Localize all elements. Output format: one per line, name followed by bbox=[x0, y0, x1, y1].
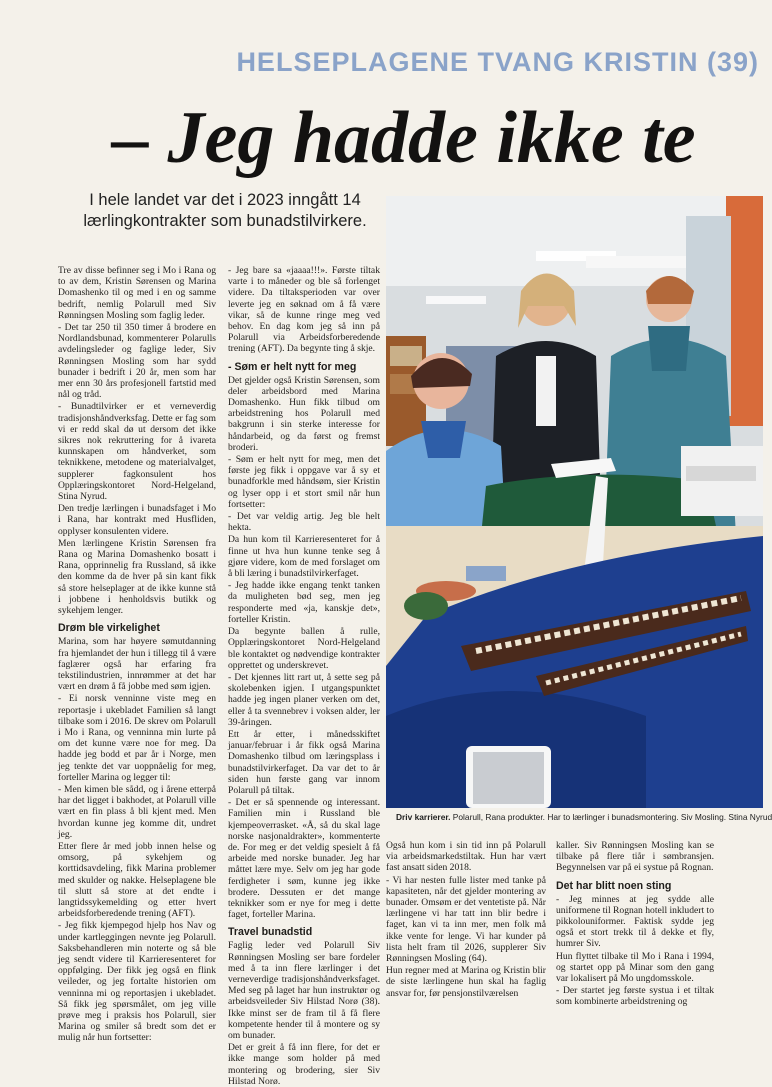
paragraph: - Jeg bare sa «jaaaa!!!». Første tiltak varte i to måneder og ble så forlenget videre. Da tiltaksperioden var over leverte jeg en søknad om å få være vikar, så de kunne ringe meg ved behov. En dag kom jeg så inn på Polarull via Arbeidsforberedende trening (AFT). Da begynte ting å skje. bbox=[228, 265, 380, 355]
article-column-2 bbox=[228, 265, 380, 1087]
paragraph: - Det tar 250 til 350 timer å brodere en Nordlandsbunad, kommenterer Polarulls avdelingsleder og faglige leder, Siv Rønningsen Mosling som har sydd bunader i bedrift i 20 år, men som har mer enn 30 års profesjonell fartstid med nål og tråd. bbox=[58, 322, 216, 401]
paragraph: Faglig leder ved Polarull Siv Rønningsen Mosling ser bare fordeler med å ta inn flere lærlinger i det verneverdige tradisjonshåndverksfaget. Med seg på laget har hun instruktør og arbeidsveileder Siv Hilstad Norø (38). Ikke minst ser de fram til å få flere kompetente hender til å montere og sy om bunader. bbox=[228, 940, 380, 1041]
paragraph: Men lærlingene Kristin Sørensen fra Rana og Marina Domashenko bosatt i Rana, opprinnelig fra Russland, så ikke den komme da de hver på sin kant fikk så store helseplager at de ikke kunne stå i jobbene i henholdsvis butikk og sykehjem lenger. bbox=[58, 537, 216, 617]
subheading: Det har blitt noen sting bbox=[556, 879, 672, 892]
paragraph: - Det kjennes litt rart ut, å sette seg på skolebenken igjen. I utgangspunktet hadde jeg ingen planer verken om det, eller å ta svennebrev i voksen alder, ler 39-åringen. bbox=[228, 671, 380, 728]
paragraph: Tre av disse befinner seg i Mo i Rana og to av dem, Kristin Sørensen og Marina Domashenko til og med i en og samme bedrift, nemlig Polarull med Siv Rønningsen Mosling som faglig leder. bbox=[58, 265, 216, 321]
kicker: HELSEPLAGENE TVANG KRISTIN (39) bbox=[236, 47, 759, 77]
paragraph: - Vi har nesten fulle lister med tanke på kapasiteten, når det gjelder montering av bunader. Omsøm er det ventetiste på. Når lærlingene vi har tatt inn blir bedre i faget, kan vi ta inn mer, men folk må ikke vente for lenge. Vi har kunder på lista helt fram til 2026, supplerer Siv Rønningsen Mosling (64). bbox=[386, 874, 546, 965]
headline: – Jeg hadde ikke te bbox=[112, 97, 696, 179]
paragraph: - Men kimen ble sådd, og i årene etterpå har det ligget i bakhodet, at Polarull ville vært en fin plass å bli kjent med. Men hvordan kunne jeg komme dit, undret jeg. bbox=[58, 783, 216, 840]
paragraph: Det gjelder også Kristin Sørensen, som deler arbeidsbord med Marina Domashenko. Hun fikk tilbud om arbeidstrening hos Polarull med bakgrunn i sin sterke interesse for håndarbeid, og da først og fremst broderi. bbox=[228, 374, 380, 453]
paragraph: - Jeg hadde ikke engang tenkt tanken da muligheten bød seg, men jeg responderte med «ja, kanskje det», forteller Kristin. bbox=[228, 580, 380, 625]
article-photo bbox=[386, 196, 763, 808]
paragraph: Også hun kom i sin tid inn på Polarull via arbeidsmarkedstiltak. Hun har vært fast ansatt siden 2018. bbox=[386, 840, 546, 874]
paragraph: Hun regner med at Marina og Kristin blir de siste lærlingene hun skal ha faglig ansvar for, før pensjonstilværelsen bbox=[386, 965, 546, 999]
caption-text: Polarull, Rana produkter. Har to lærlinger i bunadsmontering. Siv Mosling. Stina Nyrud bbox=[450, 812, 772, 822]
paragraph: - Der startet jeg første systua i et tiltak som kombinerte arbeidstrening og bbox=[556, 985, 714, 1008]
paragraph: Hun flyttet tilbake til Mo i Rana i 1994, og startet opp på Minar som den gang var lokalisert på Mo ungdomsskole. bbox=[556, 950, 714, 985]
subheading: Travel bunadstid bbox=[228, 926, 313, 939]
paragraph: - Det er så spennende og interessant. Familien min i Russland ble kjempeoverrasket. «Å, så du skal lage norske nasjonaldrakter», kommenterte de. For meg er det veldig spesielt å få arbeide med norske bunader. Jeg har måttet lære mye. Selv om jeg har gode ferdigheter i søm, kunne jeg ikke brodere. Dessuten er det mange teknikker som er nye for meg i dette faget, forteller Marina. bbox=[228, 797, 380, 921]
paragraph: - Ei norsk venninne viste meg en reportasje i ukebladet Familien så langt tilbake som i 2016. De skrev om Polarull i Mo i Rana, og venninna min lurte på om det kunne være noe for meg. Da hadde jeg bodd et par år i Norge, men jeg tenkte det var uoppnåelig for meg, forteller Marina og legger til: bbox=[58, 693, 216, 783]
article-column-3 bbox=[386, 840, 546, 1024]
paragraph: Det er greit å få inn flere, for det er ikke mange som holder på med montering og brodering, sier Siv Hilstad Norø. bbox=[228, 1042, 380, 1087]
paragraph: Marina, som har høyere sømutdanning fra hjemlandet der hun i tillegg til å være faglærer også har erfaring fra tekstilindustrien, innrømmer at det har vært en drøm å få jobbe med søm igjen. bbox=[58, 636, 216, 693]
photo-caption bbox=[396, 812, 772, 822]
paragraph: Den tredje lærlingen i bunadsfaget i Mo i Rana, har kontrakt med Husfliden, opplyser konsulenten videre. bbox=[58, 503, 216, 537]
subheading: Drøm ble virkelighet bbox=[58, 622, 160, 635]
paragraph: Da begynte ballen å rulle, Opplæringskontoret Nord-Helgeland ble kontaktet og nødvendige kontrakter opprettet og underskrevet. bbox=[228, 626, 380, 671]
article-column-1 bbox=[58, 265, 216, 1044]
paragraph: - Bunadtilvirker er et verneverdig tradisjonshåndverksfag. Dette er fag som vi er redd skal dø ut dersom det ikke sikres nok rekruttering for å ivareta kunnskapen om håndverket, som teknikkene, metodene og materialvalget, supplerer fagkonsulent hos Opplæringskontoret Nord-Helgeland, Stina Nyrud. bbox=[58, 401, 216, 503]
paragraph: - Søm er helt nytt for meg, men det første jeg fikk i oppgave var å sy et bunadforkle med håndsøm, sier Kristin og lyser opp i et stort smil når hun fortsetter: bbox=[228, 454, 380, 510]
paragraph: - Jeg fikk kjempegod hjelp hos Nav og under kartleggingen nevnte jeg Polarull. Saksbehandleren min noterte og så ble jeg sendt videre til Karrieresenteret for oppfølging. Der fikk jeg også en flink veileder, og jeg fortalte historien om venninna mi og reportasjen i ukebladet. Så fikk jeg spørsmålet, om jeg ville prøve meg i praksis hos Polarull, sier Marina og smiler så bredt som det er mulig når hun fortsetter: bbox=[58, 920, 216, 1044]
caption-bold: Driv karrierer. bbox=[396, 812, 451, 822]
paragraph: Ett år etter, i månedsskiftet januar/februar i år fikk også Marina Domashenko tilbud om læringsplass i bunadstilvirkerfaget. Da var det to år siden hun første gang var innom Polarull på tiltak. bbox=[228, 728, 380, 796]
article-column-4 bbox=[556, 840, 714, 1024]
paragraph: - Det var veldig artig. Jeg ble helt hekta. bbox=[228, 511, 380, 534]
paragraph: kaller. Siv Rønningsen Mosling kan se tilbake på flere tiår i sømbransjen. Begynnelsen var på ei systue på Rognan. bbox=[556, 840, 714, 874]
lead-paragraph: I hele landet var det i 2023 inngått 14 lærlingkontrakter som bunadstilvirkere. bbox=[83, 191, 367, 230]
paragraph: - Jeg minnes at jeg sydde alle uniformene til Rognan hotell inkludert to pikkolouniformer. Faktisk sydde jeg også et stort trekk til å dekke et fly, humrer Siv. bbox=[556, 893, 715, 950]
paragraph: Etter flere år med jobb innen helse og omsorg, på sykehjem og korttidsavdeling, fikk Marina problemer med skulder og nakke. Helseplagene ble til slutt så store at det endte i langtidssykemelding og etter hvert arbeidsforberedende trening (AFT). bbox=[58, 840, 216, 920]
paragraph: Da hun kom til Karrieresenteret for å finne ut hva hun kunne tenke seg å gjøre videre, kom de med forslaget om å bli læring i bunadstilvirkerfaget. bbox=[228, 534, 380, 580]
subheading: - Søm er helt nytt for meg bbox=[228, 360, 357, 373]
